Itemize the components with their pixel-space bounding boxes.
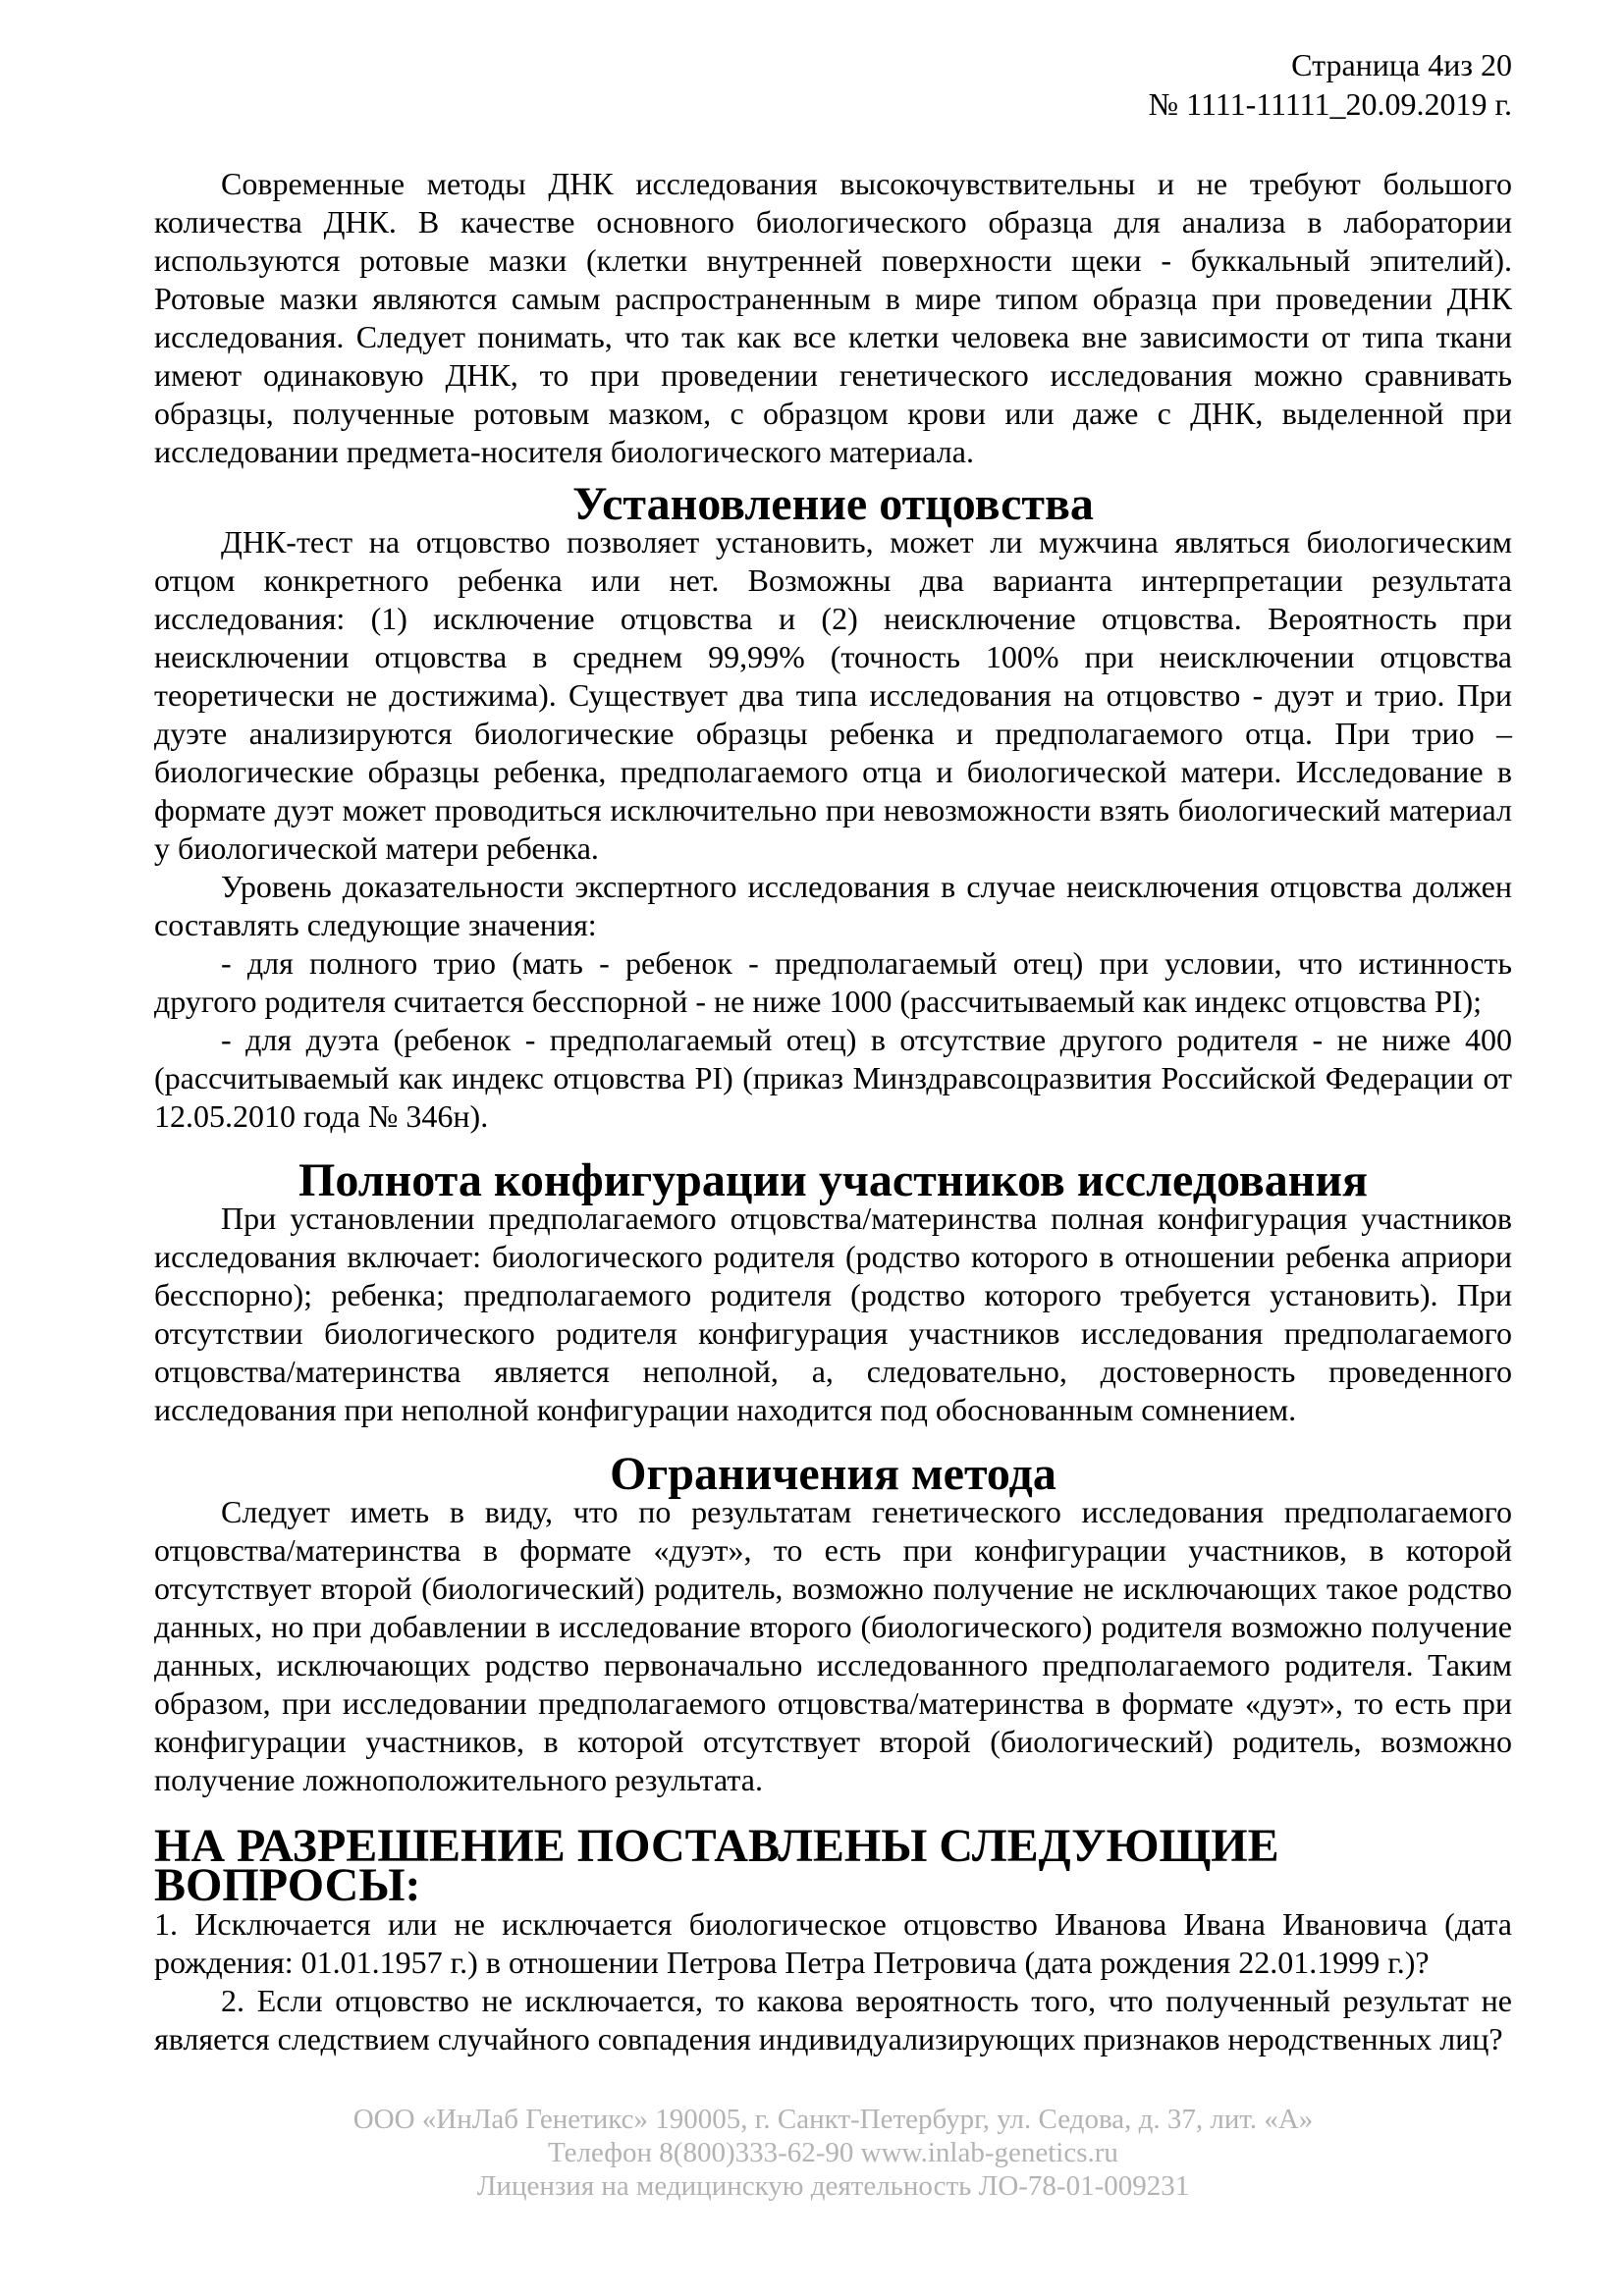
evidence-level-paragraph: Уровень доказательности экспертного исследования в случае неисключения отцовства должен составлять следующие значения: (154, 869, 1512, 942)
page-footer (154, 2103, 1512, 2203)
page-header (154, 45, 1512, 124)
questions-heading: НА РАЗРЕШЕНИЕ ПОСТАВЛЕНЫ СЛЕДУЮЩИЕ ВОПРОСЫ: (154, 1820, 1279, 1911)
section-heading-configuration: Полнота конфигурации участников исследования (298, 1154, 1368, 1206)
section-heading-paternity: Установление отцовства (572, 478, 1094, 530)
configuration-paragraph: При установлении предполагаемого отцовства/материнства полная конфигурация участников исследования включает: биологического родителя (родство которого в отношении ребенка априори бесспорно); ребенка; предполагаемого родителя (родство которого требуется установить). При отсутствии биологического родителя конфигурация участников исследования предполагаемого отцовства/материнства является неполной, а, следовательно, достоверность проведенного исследования при неполной конфигурации находится под обоснованным сомнением. (154, 1201, 1512, 1427)
question-1: 1. Исключается или не исключается биологическое отцовство Иванова Ивана Ивановича (дата рождения: 01.01.1957 г.) в отношении Петрова Петра Петровича (дата рождения 22.01.1999 г.)? (154, 1906, 1512, 1980)
limitations-paragraph: Следует иметь в виду, что по результатам генетического исследования предполагаемого отцовства/материнства в формате «дуэт», то есть при конфигурации участников, в которой отсутствует второй (биологический) родитель, возможно получение не исключающих такое родство данных, но при добавлении в исследование второго (биологического) родителя возможно получение данных, исключающих родство первоначально исследованного предполагаемого родителя. Таким образом, при исследовании предполагаемого отцовства/материнства в формате «дуэт», то есть при конфигурации участников, в которой отсутствует второй (биологический) родитель, возможно получение ложноположительного результата. (154, 1494, 1512, 1797)
footer-license: Лицензия на медицинскую деятельность ЛО-78-01-009231 (476, 2170, 1190, 2202)
intro-paragraph: Современные методы ДНК исследования высокочувствительны и не требуют большого количества ДНК. В качестве основного биологического образца для анализа в лаборатории используются ротовые мазки (клетки внутренней поверхности щеки - буккальный эпителий). Ротовые мазки являются самым распространенным в мире типом образца при проведении ДНК исследования. Следует понимать, что так как все клетки человека вне зависимости от типа ткани имеют одинаковую ДНК, то при проведении генетического исследования можно сравнивать образцы, полученные ротовым мазком, с образцом крови или даже с ДНК, выделенной при исследовании предмета-носителя биологического материала. (154, 166, 1512, 469)
bullet-duet: - для дуэта (ребенок - предполагаемый отец) в отсутствие другого родителя - не ниже 400 (рассчитываемый как индекс отцовства PI) (приказ Минздравсоцразвития Российской Федерации от 12.05.2010 года № 346н). (154, 1022, 1512, 1134)
section-heading-limitations: Ограничения метода (610, 1448, 1056, 1500)
footer-company-address: ООО «ИнЛаб Генетикс» 190005, г. Санкт-Петербург, ул. Седова, д. 37, лит. «А» (352, 2104, 1314, 2135)
page-number: Страница 4из 20 (1291, 47, 1512, 82)
document-number: № 1111-11111_20.09.2019 г. (1148, 86, 1512, 122)
question-2: 2. Если отцовство не исключается, то какова вероятность того, что полученный результат не является следствием случайного совпадения индивидуализирующих признаков неродственных лиц? (154, 1983, 1512, 2056)
bullet-trio: - для полного трио (мать - ребенок - предполагаемый отец) при условии, что истинность другого родителя считается бесспорной - не ниже 1000 (рассчитываемый как индекс отцовства PI); (154, 945, 1512, 1019)
paternity-paragraph: ДНК-тест на отцовство позволяет установить, может ли мужчина являться биологическим отцом конкретного ребенка или нет. Возможны два варианта интерпретации результата исследования: (1) исключение отцовства и (2) неисключение отцовства. Вероятность при неисключении отцовства в среднем 99,99% (точность 100% при неисключении отцовства теоретически не достижима). Существует два типа исследования на отцовство - дуэт и трио. При дуэте анализируются биологические образцы ребенка и предполагаемого отца. При трио – биологические образцы ребенка, предполагаемого отца и биологической матери. Исследование в формате дуэт может проводиться исключительно при невозможности взять биологический материал у биологической матери ребенка. (154, 524, 1512, 866)
footer-phone-website: Телефон 8(800)333-62-90 www.inlab-genetics.ru (548, 2137, 1118, 2168)
